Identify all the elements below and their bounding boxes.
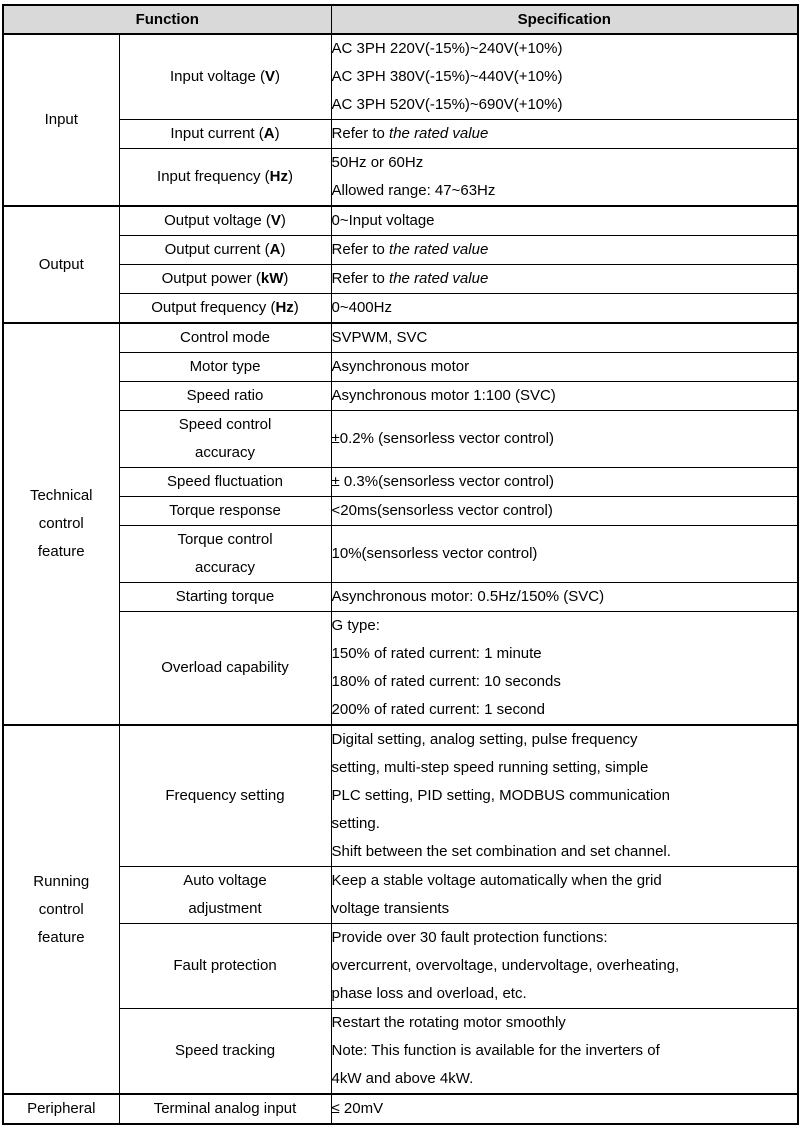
table-row — [3, 411, 798, 468]
text-segment: Auto voltage — [183, 872, 267, 889]
group-cell-running-control-feature — [3, 725, 119, 1094]
spec-line — [332, 810, 798, 838]
group-label-line: feature — [37, 928, 85, 946]
group-label-line: Running — [33, 872, 90, 890]
spec-line — [332, 382, 798, 410]
function-cell — [119, 206, 331, 236]
specification-cell — [331, 34, 798, 120]
table-row — [3, 294, 798, 324]
table-row — [3, 265, 798, 294]
specification-cell — [331, 1009, 798, 1095]
text-segment: Hz — [275, 299, 294, 316]
function-cell — [119, 323, 331, 353]
table-row — [3, 206, 798, 236]
text-segment: ±0.2% (sensorless vector control) — [331, 430, 554, 447]
function-label-line — [120, 353, 331, 381]
function-cell — [119, 120, 331, 149]
spec-line — [332, 63, 798, 91]
specification-cell — [331, 382, 798, 411]
specification-cell — [331, 867, 798, 924]
text-segment: Motor type — [189, 358, 261, 375]
function-label-line — [120, 895, 331, 923]
text-segment: setting. — [331, 815, 380, 832]
spec-line — [332, 1037, 798, 1065]
text-segment: 150% of rated current: 1 minute — [331, 645, 542, 662]
text-segment: Overload capability — [161, 659, 289, 676]
text-segment: Refer to — [331, 270, 390, 287]
table-row — [3, 867, 798, 924]
function-cell — [119, 34, 331, 120]
spec-line — [332, 1065, 798, 1093]
text-segment: overcurrent, overvoltage, undervoltage, overheating, — [331, 957, 680, 974]
table-row — [3, 497, 798, 526]
text-segment: 0~400Hz — [331, 299, 392, 316]
table-row — [3, 468, 798, 497]
text-segment: SVPWM, SVC — [331, 329, 428, 346]
specification-cell — [331, 468, 798, 497]
table-row — [3, 583, 798, 612]
text-segment: AC 3PH 380V(-15%)~440V(+10%) — [331, 68, 563, 85]
function-label-line — [120, 163, 331, 191]
function-label-line — [120, 654, 331, 682]
text-segment: G type: — [331, 617, 380, 634]
text-segment: Input voltage ( — [169, 68, 266, 85]
spec-line — [332, 207, 798, 235]
function-label-line — [120, 439, 331, 467]
spec-line — [332, 640, 798, 668]
spec-line — [332, 425, 798, 453]
spec-line — [332, 294, 798, 322]
spec-line — [332, 583, 798, 611]
function-label-line — [120, 324, 331, 352]
table-row — [3, 1009, 798, 1095]
function-label-line — [120, 468, 331, 496]
text-segment: ) — [280, 212, 286, 229]
text-segment: Restart the rotating motor smoothly — [331, 1014, 566, 1031]
specification-cell — [331, 353, 798, 382]
function-label-line — [120, 236, 331, 264]
text-segment: Digital setting, analog setting, pulse frequency — [331, 731, 638, 748]
specification-cell — [331, 236, 798, 265]
text-segment: A — [263, 125, 275, 142]
text-segment: 0~Input voltage — [331, 212, 435, 229]
text-segment: Torque control — [177, 531, 273, 548]
function-cell — [119, 612, 331, 726]
text-segment: Refer to — [331, 241, 390, 258]
text-segment: Asynchronous motor — [331, 358, 470, 375]
spec-line — [332, 1009, 798, 1037]
function-cell — [119, 411, 331, 468]
spec-line — [332, 867, 798, 895]
text-segment: <20ms(sensorless vector control) — [331, 502, 553, 519]
text-segment: Input frequency ( — [157, 168, 270, 185]
function-cell — [119, 924, 331, 1009]
text-segment: Speed control — [178, 416, 272, 433]
function-cell — [119, 353, 331, 382]
text-segment: Control mode — [179, 329, 271, 346]
function-cell — [119, 497, 331, 526]
function-label-line — [120, 207, 331, 235]
table-row — [3, 612, 798, 726]
spec-line — [332, 612, 798, 640]
function-label-line — [120, 583, 331, 611]
spec-line — [332, 726, 798, 754]
spec-line — [332, 754, 798, 782]
function-cell — [119, 526, 331, 583]
text-segment: phase loss and overload, etc. — [331, 985, 527, 1002]
text-segment: ) — [274, 125, 280, 142]
text-segment: setting, multi-step speed running setting, simple — [331, 759, 649, 776]
table-row — [3, 725, 798, 867]
spec-line — [332, 177, 798, 205]
text-segment: Output frequency ( — [151, 299, 276, 316]
spec-table — [2, 4, 799, 1125]
text-segment: accuracy — [194, 559, 256, 576]
text-segment: ) — [275, 68, 281, 85]
table-row — [3, 924, 798, 1009]
function-cell — [119, 867, 331, 924]
text-segment: 200% of rated current: 1 second — [331, 701, 545, 718]
specification-cell — [331, 323, 798, 353]
text-segment: voltage transients — [331, 900, 450, 917]
group-label-line: Input — [44, 111, 78, 128]
text-segment: Frequency setting — [165, 787, 285, 804]
text-segment: ) — [283, 270, 289, 287]
text-segment: Speed ratio — [186, 387, 264, 404]
text-segment: A — [269, 241, 281, 258]
function-label-line — [120, 120, 331, 148]
group-cell-peripheral — [3, 1094, 119, 1124]
text-segment: Fault protection — [173, 957, 277, 974]
text-segment: Asynchronous motor 1:100 (SVC) — [331, 387, 556, 404]
function-label-line — [120, 554, 331, 582]
group-label-line: Peripheral — [27, 1100, 96, 1117]
text-segment: the rated value — [389, 270, 489, 287]
table-row — [3, 323, 798, 353]
text-segment: Note: This function is available for the inverters of — [331, 1042, 660, 1059]
text-segment: ) — [280, 241, 286, 258]
specification-cell — [331, 497, 798, 526]
text-segment: Keep a stable voltage automatically when the grid — [331, 872, 662, 889]
specification-cell — [331, 725, 798, 867]
function-label-line — [120, 952, 331, 980]
text-segment: Output current ( — [164, 241, 270, 258]
specification-cell — [331, 1094, 798, 1124]
text-segment: Speed fluctuation — [167, 473, 283, 490]
text-segment: Torque response — [169, 502, 281, 519]
spec-line — [332, 980, 798, 1008]
group-label-line: Output — [38, 255, 84, 273]
group-label-line: Technical — [29, 487, 93, 504]
function-cell — [119, 1009, 331, 1095]
group-cell-technical-control-feature — [3, 323, 119, 725]
spec-table-body — [3, 34, 798, 1124]
spec-line — [332, 895, 798, 923]
spec-line — [332, 838, 798, 866]
function-label-line — [120, 411, 331, 439]
text-segment: AC 3PH 220V(-15%)~240V(+10%) — [331, 40, 563, 57]
specification-cell — [331, 612, 798, 726]
text-segment: Allowed range: 47~63Hz — [331, 182, 496, 199]
function-cell — [119, 236, 331, 265]
function-cell — [119, 583, 331, 612]
spec-line — [332, 924, 798, 952]
text-segment: Hz — [269, 168, 288, 185]
function-label-line — [120, 1037, 331, 1065]
table-row — [3, 353, 798, 382]
spec-line — [332, 120, 798, 148]
text-segment: ) — [293, 299, 299, 316]
group-label-line: control — [38, 900, 84, 918]
function-label-line — [120, 782, 331, 810]
spec-line — [332, 782, 798, 810]
spec-line — [332, 91, 798, 119]
spec-line — [332, 497, 798, 525]
spec-line — [332, 468, 798, 496]
function-cell — [119, 149, 331, 207]
function-cell — [119, 382, 331, 411]
spec-line — [332, 324, 798, 352]
text-segment: Refer to — [331, 125, 390, 142]
table-row — [3, 382, 798, 411]
specification-cell — [331, 294, 798, 324]
specification-cell — [331, 924, 798, 1009]
function-label-line — [120, 294, 331, 322]
text-segment: accuracy — [194, 444, 256, 461]
text-segment: Provide over 30 fault protection functions: — [331, 929, 608, 946]
text-segment: the rated value — [389, 125, 489, 142]
spec-line — [332, 149, 798, 177]
table-row — [3, 120, 798, 149]
text-segment: Terminal analog input — [153, 1100, 297, 1117]
function-cell — [119, 468, 331, 497]
group-label-line: control — [38, 515, 84, 532]
function-cell — [119, 1094, 331, 1124]
spec-line — [332, 952, 798, 980]
specification-cell — [331, 526, 798, 583]
text-segment: 10%(sensorless vector control) — [331, 545, 538, 562]
text-segment: Output voltage ( — [164, 212, 271, 229]
text-segment: Speed tracking — [174, 1042, 276, 1059]
text-segment: PLC setting, PID setting, MODBUS communication — [331, 787, 670, 804]
function-label-line — [120, 1095, 331, 1123]
function-cell — [119, 725, 331, 867]
text-segment: 180% of rated current: 10 seconds — [331, 673, 561, 690]
spec-line — [332, 353, 798, 381]
function-label-line — [120, 867, 331, 895]
text-segment: adjustment — [188, 900, 262, 917]
function-cell — [119, 294, 331, 324]
spec-line — [332, 1095, 798, 1123]
spec-line — [332, 540, 798, 568]
table-row — [3, 149, 798, 207]
text-segment: the rated value — [389, 241, 489, 258]
specification-cell — [331, 411, 798, 468]
spec-line — [332, 35, 798, 63]
text-segment: Shift between the set combination and set channel. — [331, 843, 671, 860]
spec-line — [332, 668, 798, 696]
text-segment: ) — [287, 168, 293, 185]
specification-cell — [331, 583, 798, 612]
spec-line — [332, 265, 798, 293]
specification-cell — [331, 149, 798, 207]
spec-line — [332, 696, 798, 724]
group-cell-input — [3, 34, 119, 206]
specification-column-header: Specification — [331, 5, 798, 34]
group-label-line: feature — [37, 543, 85, 560]
function-column-header: Function — [3, 5, 331, 34]
text-segment: ± 0.3%(sensorless vector control) — [331, 473, 554, 490]
function-label-line — [120, 526, 331, 554]
function-cell — [119, 265, 331, 294]
text-segment: Output power ( — [161, 270, 261, 287]
table-row — [3, 34, 798, 120]
text-segment: V — [265, 68, 276, 85]
text-segment: kW — [260, 270, 284, 287]
specification-cell — [331, 120, 798, 149]
text-segment: Starting torque — [175, 588, 275, 605]
text-segment: ≤ 20mV — [331, 1100, 384, 1117]
function-label-line — [120, 63, 331, 91]
text-segment: 50Hz or 60Hz — [331, 154, 424, 171]
spec-line — [332, 236, 798, 264]
function-label-line — [120, 497, 331, 525]
text-segment: Asynchronous motor: 0.5Hz/150% (SVC) — [331, 588, 605, 605]
table-row — [3, 526, 798, 583]
text-segment: 4kW and above 4kW. — [331, 1070, 474, 1087]
table-row — [3, 1094, 798, 1124]
specification-cell — [331, 206, 798, 236]
function-label-line — [120, 382, 331, 410]
text-segment: V — [270, 212, 281, 229]
specification-cell — [331, 265, 798, 294]
group-cell-output — [3, 206, 119, 323]
table-row — [3, 236, 798, 265]
header-row — [3, 5, 798, 34]
text-segment: AC 3PH 520V(-15%)~690V(+10%) — [331, 96, 563, 113]
text-segment: Input current ( — [170, 125, 264, 142]
function-label-line — [120, 265, 331, 293]
